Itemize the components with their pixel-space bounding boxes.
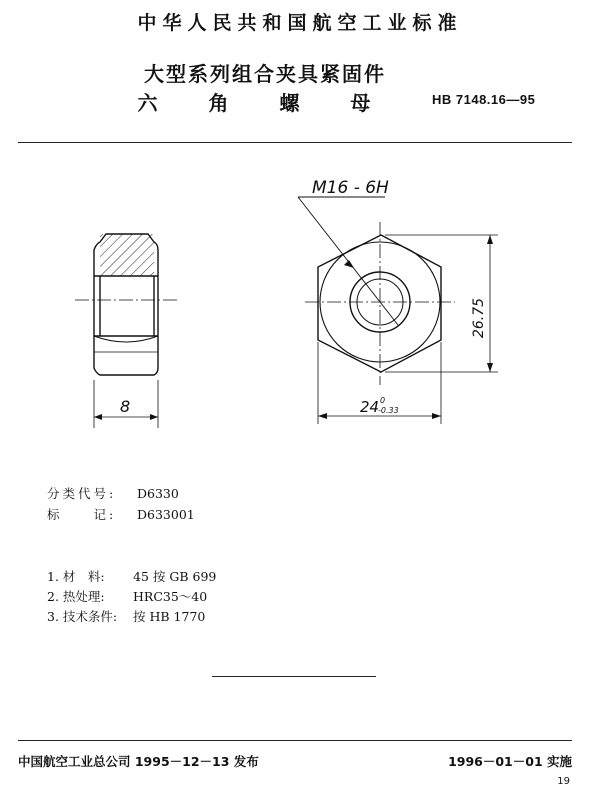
standard-number: HB 7148.16—95 xyxy=(432,92,536,107)
spec-heat-row xyxy=(47,587,207,605)
spec-tech-value: 按 HB 1770 xyxy=(133,609,206,624)
marking-value: D633001 xyxy=(137,507,195,522)
document-subtitle: 六 角 螺 母 xyxy=(137,91,393,115)
classification-code-label: 分类代号: xyxy=(47,486,117,501)
spec-heat-value: HRC35～40 xyxy=(133,589,208,604)
section-hatch xyxy=(100,234,154,276)
hex-view xyxy=(298,197,498,424)
document-title: 大型系列组合夹具紧固件 xyxy=(144,62,386,86)
effective-date-line: 1996－01－01 实施 xyxy=(448,754,572,769)
spec-material-value: 45 按 GB 699 xyxy=(133,569,217,584)
footer-divider xyxy=(18,740,572,741)
thread-label: M16 - 6H xyxy=(312,178,389,198)
spec-tech-label: 3. 技术条件: xyxy=(47,609,118,624)
corner-height-label: 26.75 xyxy=(471,297,487,339)
page-number: 19 xyxy=(557,776,570,787)
spec-heat-label: 2. 热处理: xyxy=(47,589,105,604)
tolerance-upper: 0 xyxy=(380,396,386,405)
tolerance-lower: -0.33 xyxy=(378,406,399,415)
end-rule xyxy=(212,676,376,677)
standard-org-title: 中华人民共和国航空工业标准 xyxy=(137,12,463,34)
publisher-line: 中国航空工业总公司 1995－12－13 发布 xyxy=(18,754,259,769)
side-width-label: 8 xyxy=(120,397,131,416)
hex-outline xyxy=(318,235,441,372)
classification-code-value: D6330 xyxy=(137,486,179,501)
spec-material-label: 1. 材 料: xyxy=(47,569,105,584)
across-flats-label: 24 xyxy=(360,398,380,416)
marking-label: 标 记: xyxy=(47,507,117,522)
marking-row xyxy=(47,505,195,523)
spec-tech-row xyxy=(47,607,205,625)
classification-code-row xyxy=(47,484,179,502)
spec-material-row xyxy=(47,567,216,585)
